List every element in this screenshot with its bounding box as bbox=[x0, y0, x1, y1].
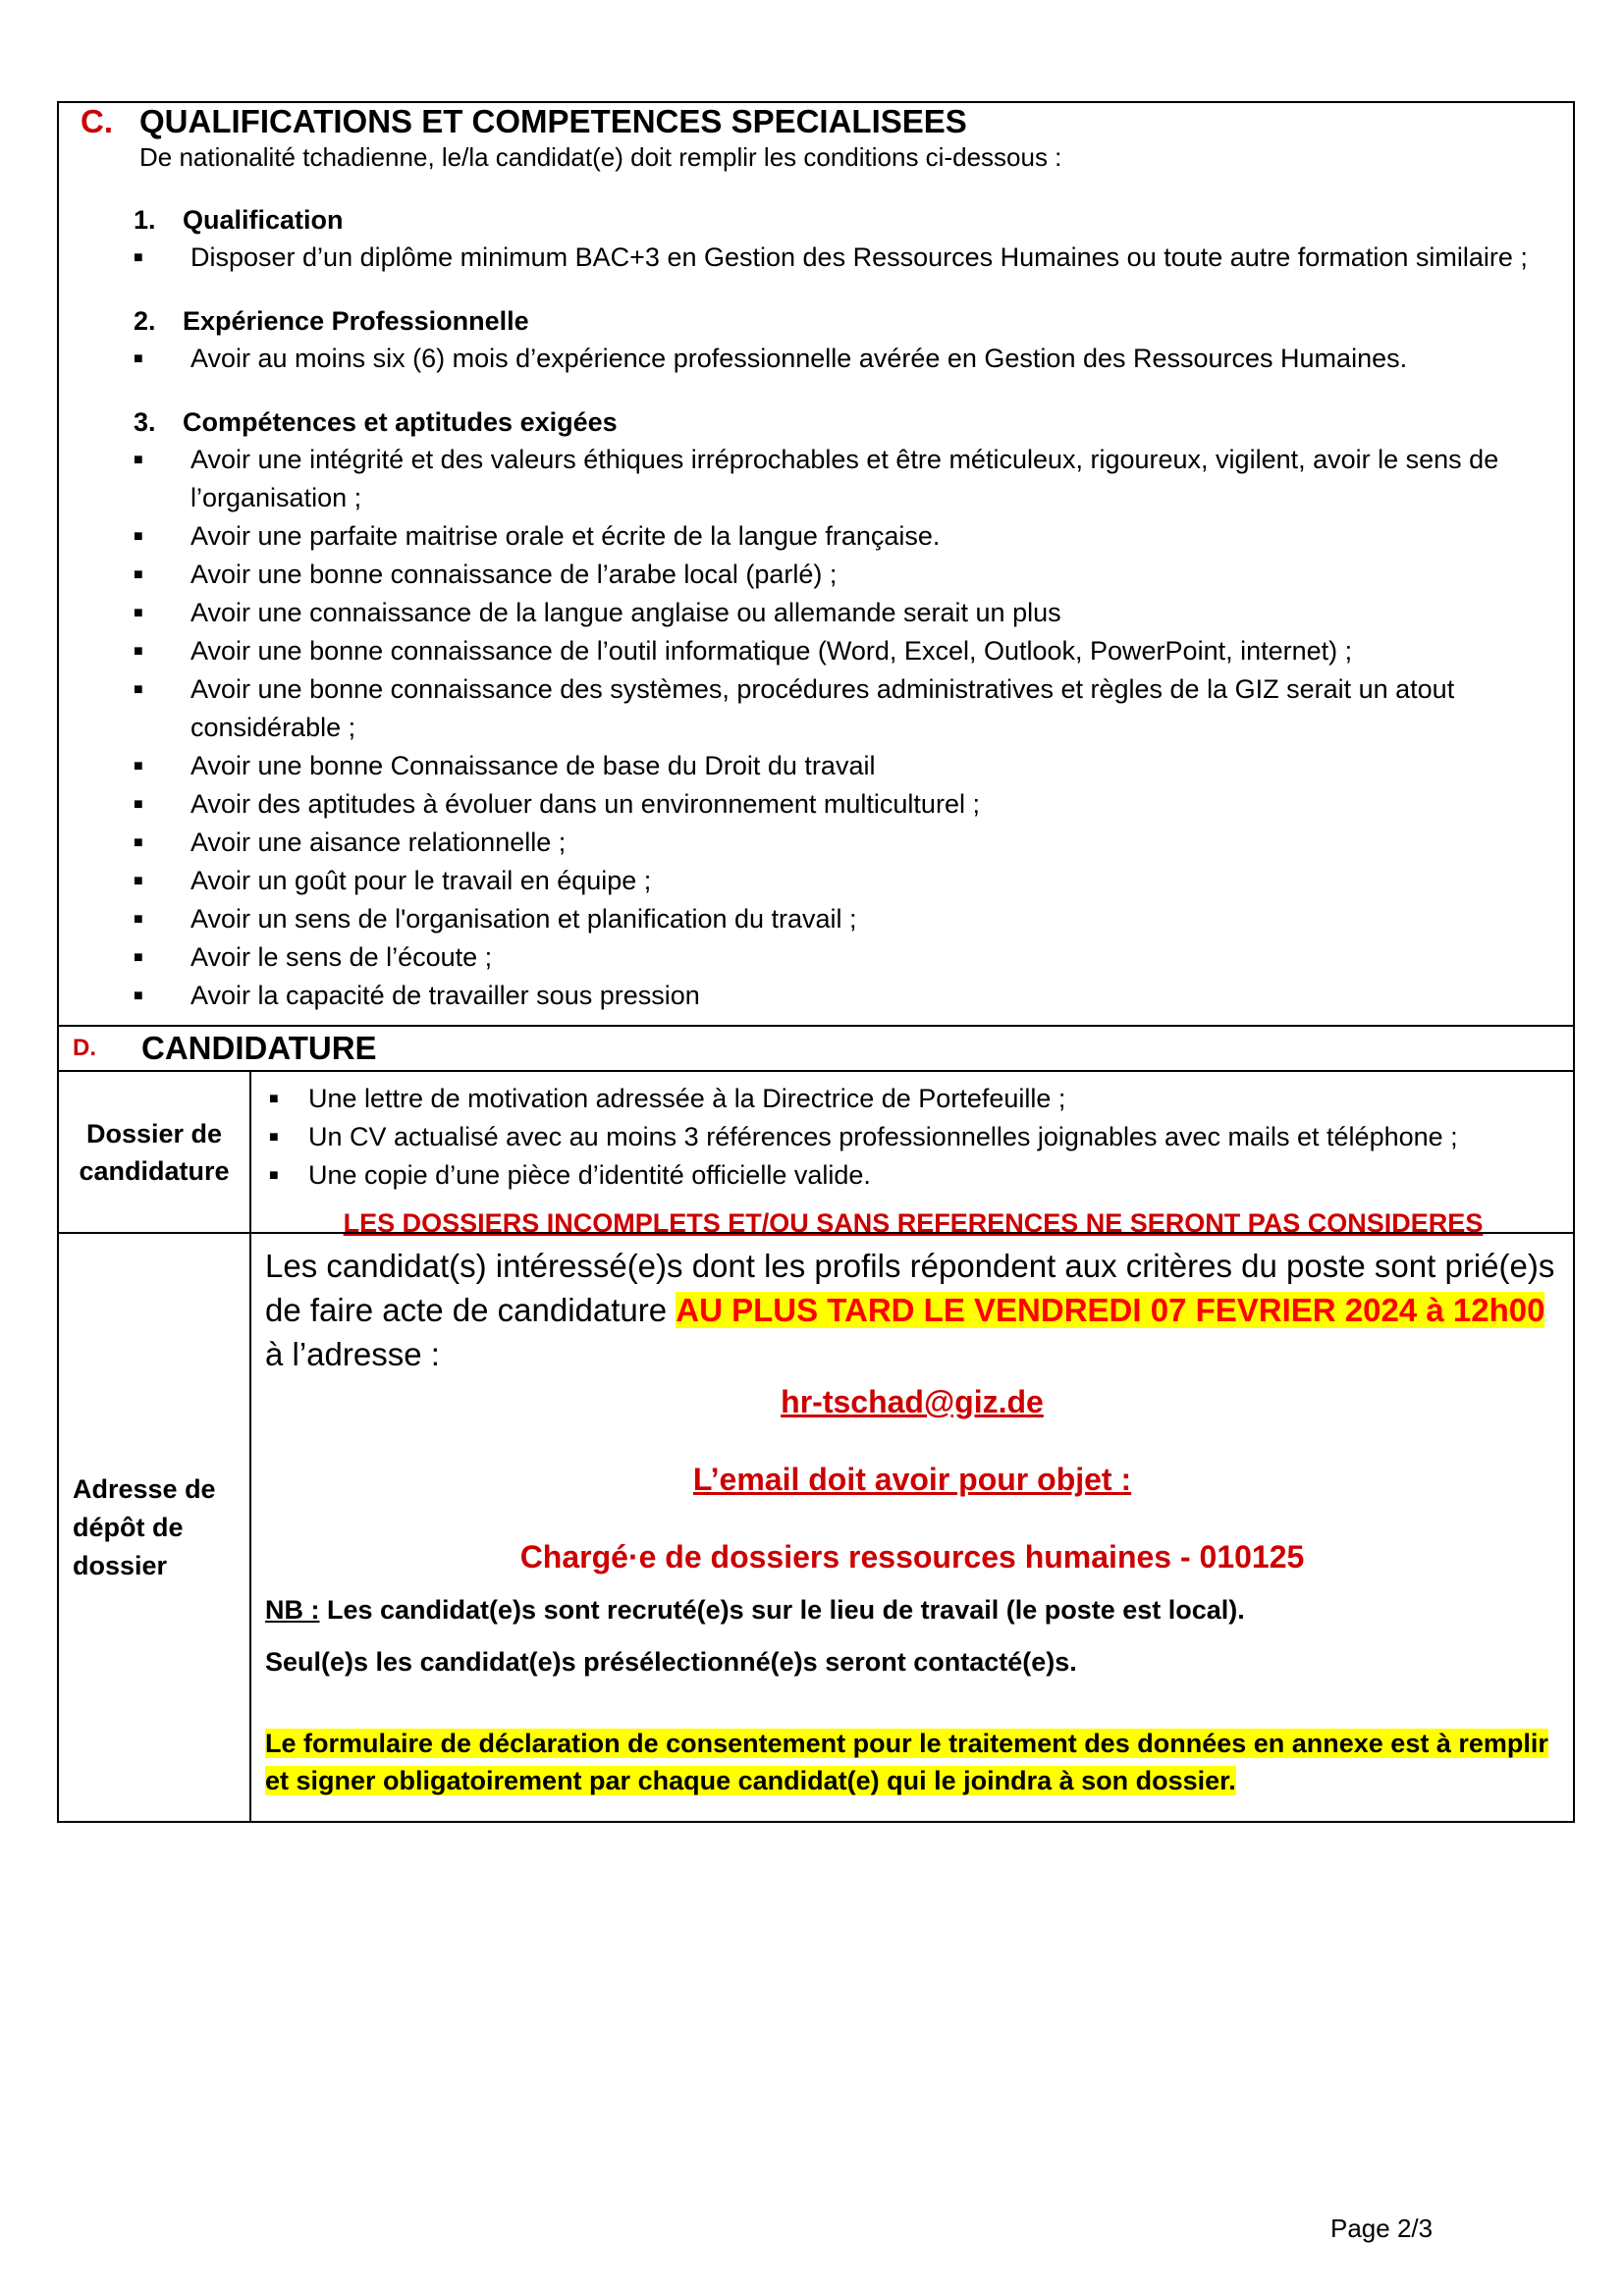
subsection-experience-title bbox=[134, 302, 1563, 340]
page-number: Page 2/3 bbox=[1330, 2214, 1434, 2243]
list-item: ■ Avoir des aptitudes à évoluer dans un environnement multiculturel ; bbox=[69, 785, 1563, 824]
subsection-qualification-title bbox=[134, 201, 1563, 239]
bullet-icon: ■ bbox=[134, 566, 143, 583]
nb-note: NB : Les candidat(e)s sont recruté(e)s sur le lieu de travail (le poste est local). bbox=[265, 1595, 1245, 1625]
deadline-highlight: AU PLUS TARD LE VENDREDI 07 FEVRIER 2024 à 12h00 bbox=[676, 1292, 1545, 1328]
bullet-icon: ■ bbox=[269, 1167, 279, 1184]
dossier-row bbox=[59, 1070, 1573, 1238]
bullet-icon: ■ bbox=[134, 643, 143, 660]
dossier-list bbox=[265, 1080, 1561, 1195]
bullet-icon: ■ bbox=[134, 758, 143, 774]
list-item: ■ Avoir une connaissance de la langue anglaise ou allemande serait un plus bbox=[69, 594, 1563, 632]
subsection-number: 3. bbox=[134, 406, 156, 437]
list-item: ■ Disposer d’un diplôme minimum BAC+3 en Gestion des Ressources Humaines ou toute autre formation similaire ; bbox=[69, 239, 1563, 277]
bullet-icon: ■ bbox=[269, 1129, 279, 1146]
list-item: ■ Un CV actualisé avec au moins 3 références professionnelles joignables avec mails et téléphone ; bbox=[265, 1118, 1561, 1156]
list-item: ■ Une copie d’une pièce d’identité officielle valide. bbox=[265, 1156, 1561, 1195]
subsection-title: Qualification bbox=[183, 204, 344, 235]
incomplete-warning: LES DOSSIERS INCOMPLETS ET/OU SANS REFERENCES NE SERONT PAS CONSIDERES bbox=[343, 1208, 1484, 1238]
list-item: ■ Avoir une bonne connaissance de l’outil informatique (Word, Excel, Outlook, PowerPoint, internet) ; bbox=[69, 632, 1563, 670]
subsection-number: 2. bbox=[134, 305, 156, 336]
email-link[interactable]: hr-tschad@giz.de bbox=[781, 1384, 1044, 1419]
adresse-label: Adresse de dépôt de dossier bbox=[59, 1234, 251, 1821]
list-item: ■ Avoir une aisance relationnelle ; bbox=[69, 824, 1563, 862]
list-item: ■ Avoir une bonne connaissance des systèmes, procédures administratives et règles de la GIZ serait un atout considérable ; bbox=[69, 670, 1563, 747]
section-qualifications bbox=[59, 103, 1573, 1025]
bullet-icon: ■ bbox=[134, 605, 143, 621]
subsection-number: 1. bbox=[134, 204, 156, 235]
list-item: ■ Avoir la capacité de travailler sous pression bbox=[69, 977, 1563, 1015]
list-item: ■ Avoir une bonne connaissance de l’arabe local (parlé) ; bbox=[69, 556, 1563, 594]
dossier-content bbox=[251, 1072, 1573, 1238]
preselection-note: Seul(e)s les candidat(e)s présélectionné(e)s seront contacté(e)s. bbox=[265, 1647, 1077, 1677]
list-item: ■ Avoir au moins six (6) mois d’expérience professionnelle avérée en Gestion des Ressources Humaines. bbox=[69, 340, 1563, 378]
bullet-icon: ■ bbox=[134, 249, 143, 266]
list-item: ■ Avoir un sens de l'organisation et planification du travail ; bbox=[69, 900, 1563, 938]
consent-form-note: Le formulaire de déclaration de consentement pour le traitement des données en annexe est à remplir et signer obligatoirement par chaque candidat(e) qui le joindra à son dossier. bbox=[265, 1729, 1548, 1795]
bullet-icon: ■ bbox=[134, 452, 143, 468]
section-c-title: QUALIFICATIONS ET COMPETENCES SPECIALISEES bbox=[139, 103, 967, 139]
list-item: ■ Avoir le sens de l’écoute ; bbox=[69, 938, 1563, 977]
bullet-icon: ■ bbox=[134, 949, 143, 966]
list-item: ■ Une lettre de motivation adressée à la Directrice de Portefeuille ; bbox=[265, 1080, 1561, 1118]
bullet-icon: ■ bbox=[134, 873, 143, 889]
email-subject-reference: Chargé·e de dossiers ressources humaines - 010125 bbox=[519, 1539, 1305, 1575]
section-d-letter: D. bbox=[73, 1035, 96, 1061]
list-item: ■ Avoir une bonne Connaissance de base du Droit du travail bbox=[69, 747, 1563, 785]
section-d-title: CANDIDATURE bbox=[141, 1030, 377, 1066]
competences-list bbox=[69, 441, 1563, 1015]
adresse-row bbox=[59, 1232, 1573, 1821]
subsection-title: Expérience Professionnelle bbox=[183, 305, 529, 336]
email-subject-label: L’email doit avoir pour objet : bbox=[692, 1462, 1132, 1497]
section-c-intro: De nationalité tchadienne, le/la candidat(e) doit remplir les conditions ci-dessous : bbox=[139, 142, 1062, 172]
adresse-content bbox=[251, 1234, 1573, 1821]
list-item: ■ Avoir un goût pour le travail en équipe ; bbox=[69, 862, 1563, 900]
bullet-icon: ■ bbox=[134, 988, 143, 1004]
bullet-icon: ■ bbox=[134, 350, 143, 367]
application-paragraph: Les candidat(s) intéressé(e)s dont les profils répondent aux critères du poste sont prié(e)s de faire acte de candidature AU PLUS TARD LE VENDREDI 07 FEVRIER 2024 à 12h00 à l’adresse : bbox=[265, 1248, 1555, 1372]
list-item: ■ Avoir une intégrité et des valeurs éthiques irréprochables et être méticuleux, rigoureux, vigilent, avoir le sens de l’organisation ; bbox=[69, 441, 1563, 517]
bullet-icon: ■ bbox=[134, 681, 143, 698]
document-table bbox=[57, 101, 1575, 1823]
experience-list bbox=[69, 340, 1563, 378]
bullet-icon: ■ bbox=[134, 911, 143, 928]
list-item: ■ Avoir une parfaite maitrise orale et écrite de la langue française. bbox=[69, 517, 1563, 556]
section-c-letter: C. bbox=[81, 103, 113, 139]
subsection-competences-title bbox=[134, 403, 1563, 441]
bullet-icon: ■ bbox=[134, 528, 143, 545]
bullet-icon: ■ bbox=[269, 1091, 279, 1107]
bullet-icon: ■ bbox=[134, 834, 143, 851]
dossier-label: Dossier de candidature bbox=[59, 1072, 251, 1232]
bullet-icon: ■ bbox=[134, 796, 143, 813]
subsection-title: Compétences et aptitudes exigées bbox=[183, 406, 618, 437]
qualification-list bbox=[69, 239, 1563, 277]
section-d-header bbox=[59, 1025, 1573, 1070]
